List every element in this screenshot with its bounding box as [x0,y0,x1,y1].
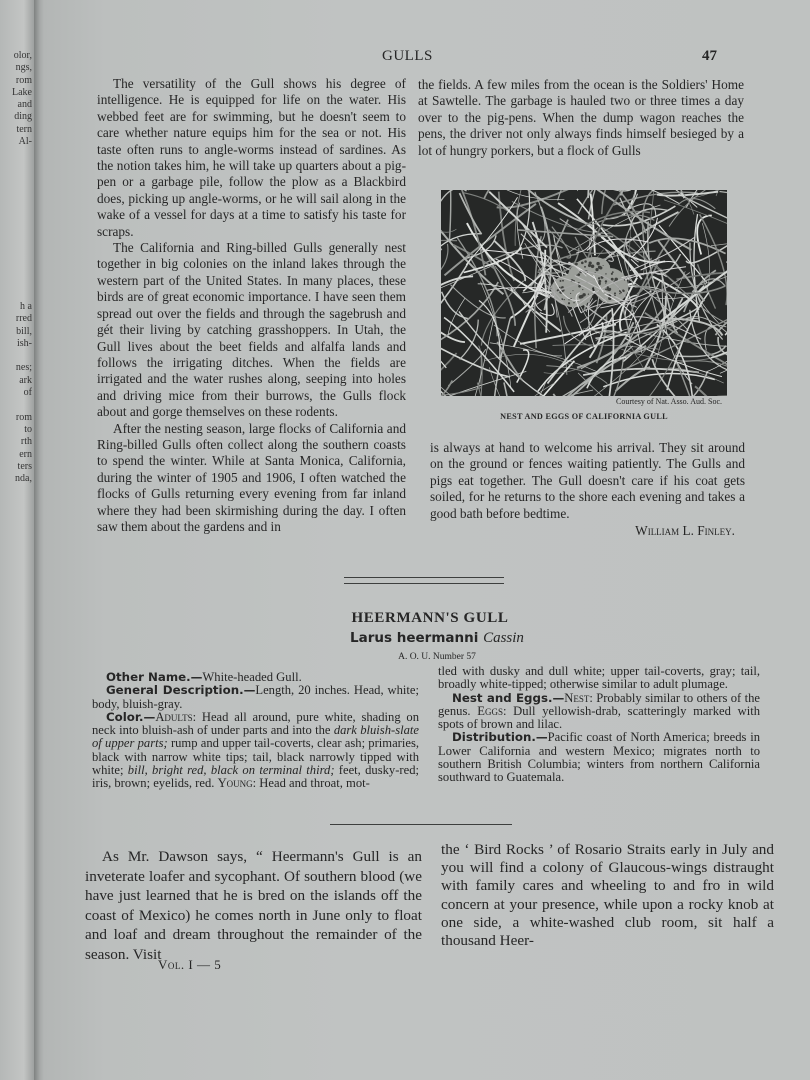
color-adults-italic: dark bluish-slate of upper parts; [92,723,419,751]
nest-illustration [441,190,727,396]
color-adults-text: rump and upper tail-coverts, clear ash; primaries, black with narrow white tips; tail, black narrowly tipped with white; [92,736,419,778]
color-young-text: : Head and throat, mot- [252,776,370,791]
egg-speckle [584,260,587,263]
egg-speckle [572,290,573,291]
egg-speckle [603,265,604,266]
color-label: Color.— [106,709,156,724]
section-divider-double [344,577,504,584]
species-description-left [92,671,419,791]
color-adults-italic: bill, bright red, black on terminal third; [127,763,335,778]
previous-page-fragment: bill, [16,325,32,337]
species-description-right [438,665,760,785]
egg-speckle [595,268,598,271]
color-entry [92,711,419,791]
nest-eggs-photo [441,190,727,396]
previous-page-fragment: ish- [17,337,32,349]
previous-page-fragment: rom [15,74,32,86]
egg-speckle [578,285,581,288]
egg-speckle [611,273,613,275]
egg-speckle [599,266,602,269]
species-authority: Cassin [483,630,524,646]
egg-speckle [582,289,583,290]
egg-speckle [608,288,611,291]
previous-page-fragment: nes; [15,362,32,374]
other-name-label: Other Name.— [106,670,203,684]
egg-speckle [578,273,581,276]
previous-page-fragment: of [23,387,32,399]
distribution-entry [438,731,760,784]
previous-page-fragment [15,350,32,362]
egg-speckle [584,266,586,268]
photo-credit: Courtesy of Nat. Asso. Aud. Soc. [616,397,722,406]
egg-speckle [562,280,564,282]
previous-page-fragment: rom [15,411,32,423]
egg-speckle [607,286,609,288]
color-young-text-continued: tled with dusky and dull white; upper tail-coverts, gray; tail, broadly white-tipped; otherwise similar to adult plumage. [438,664,760,692]
photo-caption: NEST AND EGGS OF CALIFORNIA GULL [500,412,668,421]
egg-speckle [622,290,624,292]
aou-number: A. O. U. Number 57 [398,652,476,662]
article-column-right-bottom [430,440,745,539]
adults-label: Adults [155,709,193,724]
egg-speckle [605,273,606,274]
egg-speckle [568,302,570,304]
previous-page-fragment: Lake [12,86,32,98]
page-number: 47 [702,48,717,64]
color-adults-text: feet, dusky-red; iris, brown; eyelids, red. [92,763,419,791]
egg-speckle [588,294,589,295]
book-page [44,0,810,1080]
nest-eggs-entry [438,692,760,732]
nest-text: : Probably similar to others of the genus. [438,690,760,718]
previous-page-fragment: nda, [15,473,32,485]
egg-speckle [581,262,584,265]
other-name-entry [92,671,419,684]
egg-speckle [560,280,562,282]
scientific-name: Larus heermanni [350,630,479,646]
narrative-paragraph: As Mr. Dawson says, “ Heermann's Gull is an inveterate loafer and sycophant. Of southern blood (we have just learned that he is bred on the islands off the coast of Mexico) he comes north in June only to float and loaf and dream throughout the remainder of the season. Visit [85,848,422,963]
general-description-value: Length, 20 inches. Head, white; body, bluish-gray. [92,683,420,711]
nest-eggs-label: Nest and Eggs.— [452,690,565,705]
narrative-paragraph: the ‘ Bird Rocks ’ of Rosario Straits early in July and you will find a colony of Glaucous-wings distraught with family cares and wheeling to and fro in wild concern at your presence, while upon a rocky knob at one side, a white-washed club room, sit half a thousand Heer- [441,841,774,950]
book-gutter [34,0,44,1080]
egg-speckle [605,280,607,282]
previous-page-text-middle [15,301,32,485]
eggs-sublabel: Eggs [477,703,503,718]
previous-page-text-top [12,50,32,148]
article-paragraph: is always at hand to welcome his arrival. They sit around on the ground or fences waiting patiently. The Gulls and pigs eat together. The Gull doesn't care if his coat gets soiled, for he returns to the shore each evening and takes a good bath before bedtime. [430,440,745,521]
species-scientific-name [44,630,810,647]
article-paragraph: the fields. A few miles from the ocean is the Soldiers' Home at Sawtelle. The garbage is hauled two or three times a day over to the pig-pens. When the dump wagon reaches the pens, the driver not only always finds himself besieged by a lot of hungry porkers, but a flock of Gulls [418,77,744,158]
egg-speckle [582,293,585,296]
egg-speckle [564,299,565,300]
previous-page-fragment: rth [20,436,32,448]
previous-page-edge [0,0,34,1080]
egg-speckle [619,293,620,294]
previous-page-fragment: ding [14,111,32,123]
distribution-text: Pacific coast of North America; breeds in Lower California and western Mexico; migrates north to southern British Columbia; winters from northern California southward to Guatemala. [438,730,760,785]
egg-speckle [614,292,616,294]
previous-page-fragment [15,399,32,411]
previous-page-fragment: h a [20,301,32,312]
egg-speckle [561,286,563,288]
signature-mark: Vol. I — 5 [158,957,222,972]
egg-speckle [570,293,571,294]
egg-speckle [605,283,606,284]
young-label: Young [217,776,253,791]
previous-page-fragment: ern [19,448,32,460]
species-title: HEERMANN'S GULL [351,610,509,626]
egg-speckle [561,288,562,289]
previous-page-fragment: ark [19,374,32,386]
article-column-left [97,76,406,535]
previous-page-fragment: tern [16,123,32,135]
article-paragraph: The California and Ring-billed Gulls generally nest together in big colonies on the inland lakes through the western part of the United States. In many places, these birds are of great economic importance. I have seen them spread out over the fields and through the sagebrush and gét their living by catching grasshoppers. In Utah, the Gull lives about the beet fields and alfalfa lands and follows the irrigating ditches. When the fields are irrigated and the water rushes along, seeping into holes and driving mice from their burrows, the Gulls flock about and gorge themselves on these rodents. [97,240,406,420]
egg-speckle [588,264,591,267]
egg-speckle [591,264,595,268]
previous-page-fragment: rred [15,313,32,325]
eggs-text: : Dull yellowish-drab, scatteringly marked with spots of brown and lilac. [438,703,760,732]
general-description-label: General Description.— [106,683,256,698]
egg-speckle [598,277,600,279]
egg-speckle [573,302,574,303]
previous-page-fragment: to [24,423,32,435]
egg-speckle [596,262,599,265]
article-paragraph: The versatility of the Gull shows his degree of intelligence. He is equipped for life on the water. His webbed feet are for swimming, but he doesn't seem to care whether nature equips him for the sea or not. His taste often runs to angle-worms instead of sardines. As the notion takes him, he will take up quarters about a pig-pen or a garbage pile, follow the plow as a Blackbird does, picking up angle-worms, or he will sail along in the wake of a vessel for days at a time to satisfy his taste for scraps. [97,76,406,239]
previous-page-fragment: olor, [13,50,32,61]
running-head: GULLS [382,48,433,64]
narrative-left [85,847,422,964]
egg-speckle [611,278,614,281]
author-signature: William L. Finley. [635,523,735,539]
egg-speckle [579,295,583,299]
general-description-entry [92,684,419,711]
previous-page-fragment: Al- [18,136,32,148]
egg-speckle [575,263,578,266]
article-paragraph: After the nesting season, large flocks of California and Ring-billed Gulls often collect along the southern coasts to spend the winter. While at Santa Monica, California, during the winter of 1905 and 1906, I often watched the flocks of Gulls returning every evening from far inland where they had been skirmishing during the day. I often saw them about the gardens and in [97,420,406,534]
article-column-right-top [418,77,744,159]
previous-page-fragment: ngs, [15,62,32,74]
color-adults-text: : Head all around, pure white, shading on neck into bluish-ash of under parts and into the [92,709,419,738]
distribution-label: Distribution.— [452,730,548,745]
other-name-value: White-headed Gull. [202,670,302,684]
section-divider [330,824,512,825]
narrative-right [441,841,774,950]
nest-sublabel: Nest [564,690,590,705]
previous-page-fragment: ters [17,460,32,472]
previous-page-fragment: and [17,99,32,111]
egg-speckle [612,271,614,273]
